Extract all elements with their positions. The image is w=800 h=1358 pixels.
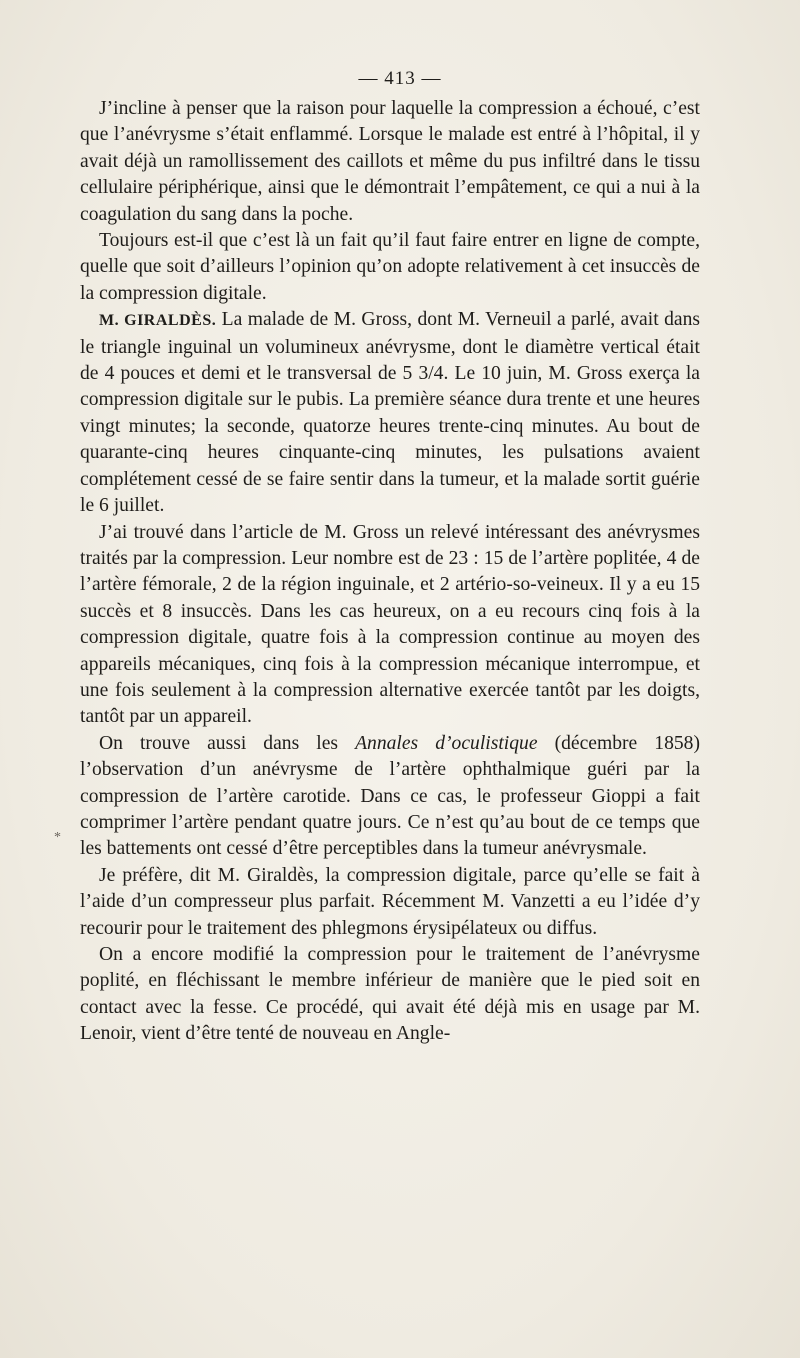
- body-text: [80, 96, 700, 1048]
- speaker-name: M. GIRALDÈS.: [99, 312, 217, 330]
- paragraph-6: Je préfère, dit M. Giraldès, la compression digitale, parce qu’elle se fait à l’aide d’un compresseur plus parfait. Récemment M. Vanzetti a eu l’idée d’y recourir pour le traitement des phlegmons érysipélateux ou diffus.: [80, 864, 700, 939]
- paragraph-5-before: On trouve aussi dans les: [99, 732, 356, 754]
- margin-mark: *: [54, 830, 61, 845]
- paragraph-5-after: (décembre 1858) l’observation d’un anévrysme de l’artère ophthalmique guéri par la compression de l’artère carotide. Dans ce cas, le professeur Gioppi a fait comprimer l’artère pendant quatre jours. Ce n’est qu’au bout de ce temps que les battements ont cessé d’être perceptibles dans la tumeur anévrysmale.: [80, 732, 700, 860]
- paragraph-5: [80, 731, 700, 863]
- paragraph-2: Toujours est-il que c’est là un fait qu’il faut faire entrer en ligne de compte, quelle que soit d’ailleurs l’opinion qu’on adopte relativement à cet insuccès de la compression digitale.: [80, 230, 700, 304]
- paragraph-3-text: La malade de M. Gross, dont M. Verneuil a parlé, avait dans le triangle inguinal un volumineux anévrysme, dont le diamètre vertical était de 4 pouces et demi et le transversal de 5 3/4. Le 10 juin, M. Gross exerça la compression digitale sur le pubis. La première séance dura trente et une heures vingt minutes; la seconde, quatorze heures trente-cinq minutes. Au bout de quarante-cinq heures cinquante-cinq minutes, les pulsations avaient complétement cessé de se faire sentir dans la tumeur, et la malade sortit guérie le 6 juillet.: [80, 309, 700, 517]
- page-number: — 413 —: [358, 68, 442, 89]
- paragraph-7: On a encore modifié la compression pour le traitement de l’anévrysme poplité, en fléchissant le membre inférieur de manière que le pied soit en contact avec la fesse. Ce procédé, qui avait été déjà mis en usage par M. Lenoir, vient d’être tenté de nouveau en Angle-: [80, 944, 700, 1045]
- paragraph-4: J’ai trouvé dans l’article de M. Gross un relevé intéressant des anévrysmes traités par la compression. Leur nombre est de 23 : 15 de l’artère poplitée, 4 de l’artère fémorale, 2 de la région inguinale, et 2 artério-so-veineux. Il y a eu 15 succès et 8 insuccès. Dans les cas heureux, on a eu recours cinq fois à la compression digitale, quatre fois à la compression continue au moyen des appareils mécaniques, cinq fois à la compression mécanique interrompue, et une fois seulement à la compression alternative exercée tantôt par les doigts, tantôt par un appareil.: [80, 521, 700, 728]
- journal-title: Annales d’oculistique: [355, 732, 538, 754]
- paragraph-1: J’incline à penser que la raison pour laquelle la compression a échoué, c’est que l’anévrysme s’était enflammé. Lorsque le malade est entré à l’hôpital, il y avait déjà un ramollissement des caillots et même du pus infiltré dans le tissu cellulaire périphérique, ainsi que le démontrait l’empâtement, ce qui a nui à la coagulation du sang dans la poche.: [80, 98, 700, 225]
- paragraph-3: [80, 307, 700, 519]
